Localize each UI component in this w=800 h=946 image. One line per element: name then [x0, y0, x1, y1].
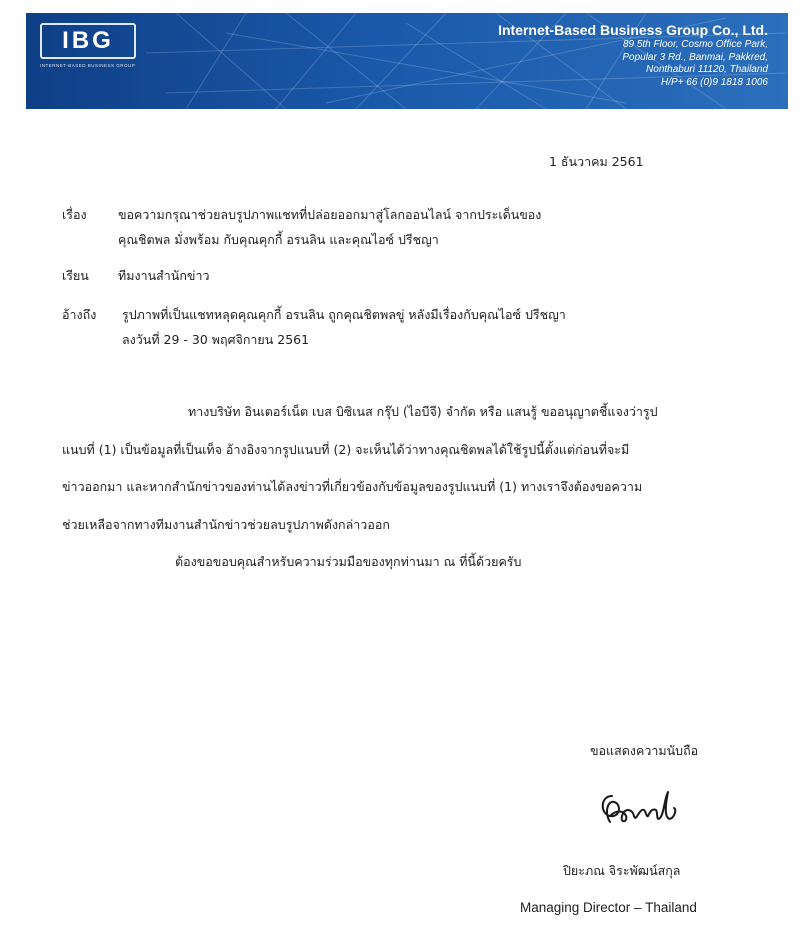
signer-name: ปิยะภณ จิระพัฒน์สกุล	[563, 863, 681, 878]
phone-line: H/P+ 66 (0)9 1818 1006	[660, 76, 768, 88]
subject-label: เรื่อง	[62, 207, 87, 222]
reference-line: ลงวันที่ 29 - 30 พฤศจิกายน 2561	[122, 332, 310, 347]
subject-line: ขอความกรุณาช่วยลบรูปภาพแชทที่ปล่อยออกมาสู่โลกออนไลน์ จากประเด็นของ	[118, 207, 542, 222]
company-name: Internet-Based Business Group Co., Ltd.	[498, 22, 768, 38]
logo-tagline: INTERNET-BASED BUSINESS GROUP	[40, 63, 136, 68]
company-info	[498, 21, 768, 89]
body-paragraph-line: ข่าวออกมา และหากสำนักข่าวของท่านได้ลงข่าวที่เกี่ยวข้องกับข้อมูลของรูปแนบที่ (1) ทางเราจึงต้องขอความ	[62, 479, 643, 494]
address-line: Popular 3 Rd., Banmai, Pakkred,	[622, 51, 768, 63]
closing-phrase: ขอแสดงความนับถือ	[590, 743, 699, 758]
body-paragraph-line: แนบที่ (1) เป็นข้อมูลที่เป็นเท็จ อ้างอิงจากรูปแนบที่ (2) จะเห็นได้ว่าทางคุณชิตพลได้ใช้รูปนี้ตั้งแต่ก่อนที่จะมี	[62, 442, 630, 457]
company-logo: IBG	[40, 23, 136, 59]
signer-title: Managing Director – Thailand	[520, 900, 697, 915]
letter-date: 1 ธันวาคม 2561	[549, 154, 644, 169]
subject-line: คุณชิตพล มั่งพร้อม กับคุณคุกกี้ อรนลิน และคุณไอซ์ ปรีชญา	[118, 232, 439, 247]
address-line: Nonthaburi 11120, Thailand	[646, 64, 768, 76]
recipient-text: ทีมงานสำนักข่าว	[118, 268, 210, 283]
body-paragraph-line: ทางบริษัท อินเตอร์เน็ต เบส บิซิเนส กรุ๊ป (ไอบีจี) จำกัด หรือ แสนรู้ ขออนุญาตชี้แจงว่ารูป	[188, 404, 658, 419]
reference-line: รูปภาพที่เป็นแชทหลุดคุณคุกกี้ อรนลิน ถูกคุณชิตพลขู่ หลังมีเรื่องกับคุณไอซ์ ปรีชญา	[122, 307, 566, 322]
letterhead-banner	[26, 13, 788, 109]
handwritten-signature	[598, 788, 690, 838]
reference-label: อ้างถึง	[62, 307, 97, 322]
thanks-line: ต้องขอขอบคุณสำหรับความร่วมมือของทุกท่านมา ณ ที่นี้ด้วยครับ	[175, 554, 522, 569]
body-paragraph-line: ช่วยเหลือจากทางทีมงานสำนักข่าวช่วยลบรูปภาพดังกล่าวออก	[62, 517, 390, 532]
recipient-label: เรียน	[62, 268, 89, 283]
address-line: 89 5th Floor, Cosmo Office Park,	[622, 39, 768, 50]
